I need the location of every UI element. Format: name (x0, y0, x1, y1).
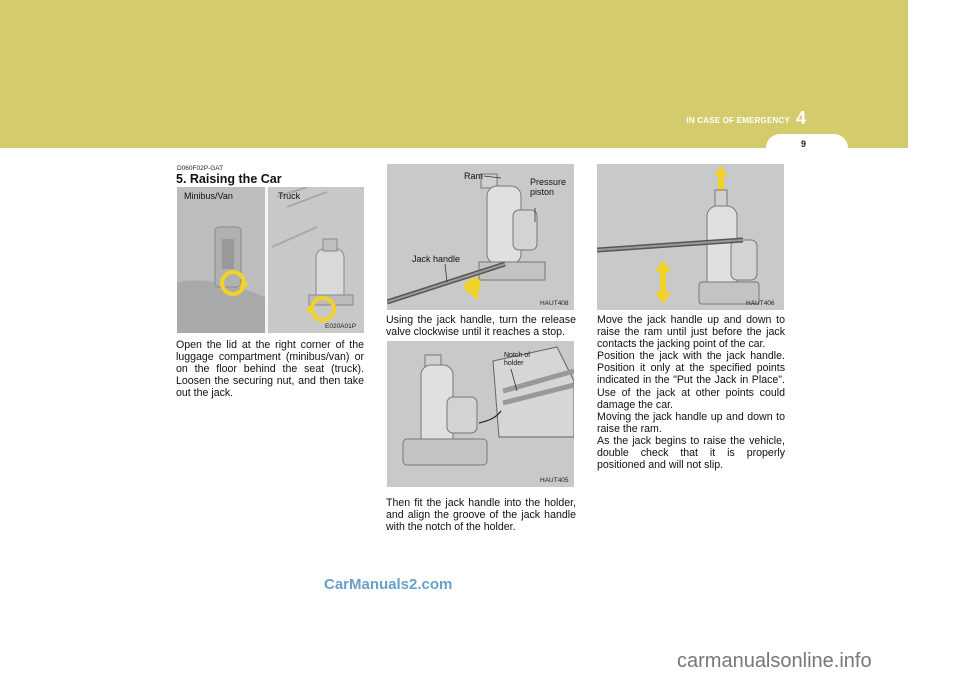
watermark-carmanualsonline: carmanualsonline.info (677, 650, 872, 672)
paragraph-line: Move the jack handle up and down to raise the ram until just before the jack contacts the jacking point of the car. (597, 314, 785, 351)
figure-jack-storage (177, 187, 364, 333)
figure-handle-holder (387, 341, 574, 487)
jack-holder-illustration (387, 341, 574, 487)
page-tab (766, 134, 848, 162)
paragraph-line: As the jack begins to raise the vehicle, double check that it is properly positioned and will not slip. (597, 434, 785, 472)
figure-code: HAUT406 (746, 300, 775, 307)
page-number: 9 (801, 139, 807, 149)
figure-release-valve (387, 164, 574, 310)
chapter-number: 4 (796, 108, 807, 128)
label-ram: Ram (464, 171, 484, 181)
paragraph-line: Moving the jack handle up and down to raise the ram. (597, 410, 785, 435)
label-truck: Truck (278, 191, 301, 201)
figure-code: HAUT405 (540, 477, 569, 484)
figure-code: E020A01P (325, 323, 357, 330)
paragraph-line: Position the jack with the jack handle. Position it only at the specified points indicated in the "Put the Jack in Place". Use of the jack at other points could damage the car. (597, 350, 785, 411)
section-title: IN CASE OF EMERGENCY (686, 116, 790, 125)
paragraph-release-valve: Using the jack handle, turn the release valve clockwise until it reaches a stop. (386, 314, 576, 339)
watermark-carmanuals2: CarManuals2.com (324, 576, 453, 593)
paragraph-take-out-jack: Open the lid at the right corner of the luggage compartment (minibus/van) or on the floor behind the seat (truck). Loosen the securing nut, and then take out the jack. (176, 339, 364, 400)
label-notch-of-holder: Notch of holder (504, 352, 531, 367)
step-code: D060F02P-GAT (177, 165, 224, 172)
step-title: 5. Raising the Car (176, 172, 282, 186)
paragraph-fit-handle: Then fit the jack handle into the holder, and align the groove of the jack handle with the notch of the holder. (386, 497, 576, 534)
jack-raising-illustration (597, 164, 784, 310)
label-pressure-piston: Pressure piston (530, 177, 567, 197)
figure-raise-ram (597, 164, 784, 310)
header-band (0, 0, 908, 148)
figure-code: HAUT408 (540, 300, 569, 307)
label-jack-handle: Jack handle (412, 254, 461, 264)
jack-storage-illustration (177, 187, 364, 333)
paragraph-raise-car (597, 314, 785, 471)
label-minibus-van: Minibus/Van (184, 191, 233, 201)
